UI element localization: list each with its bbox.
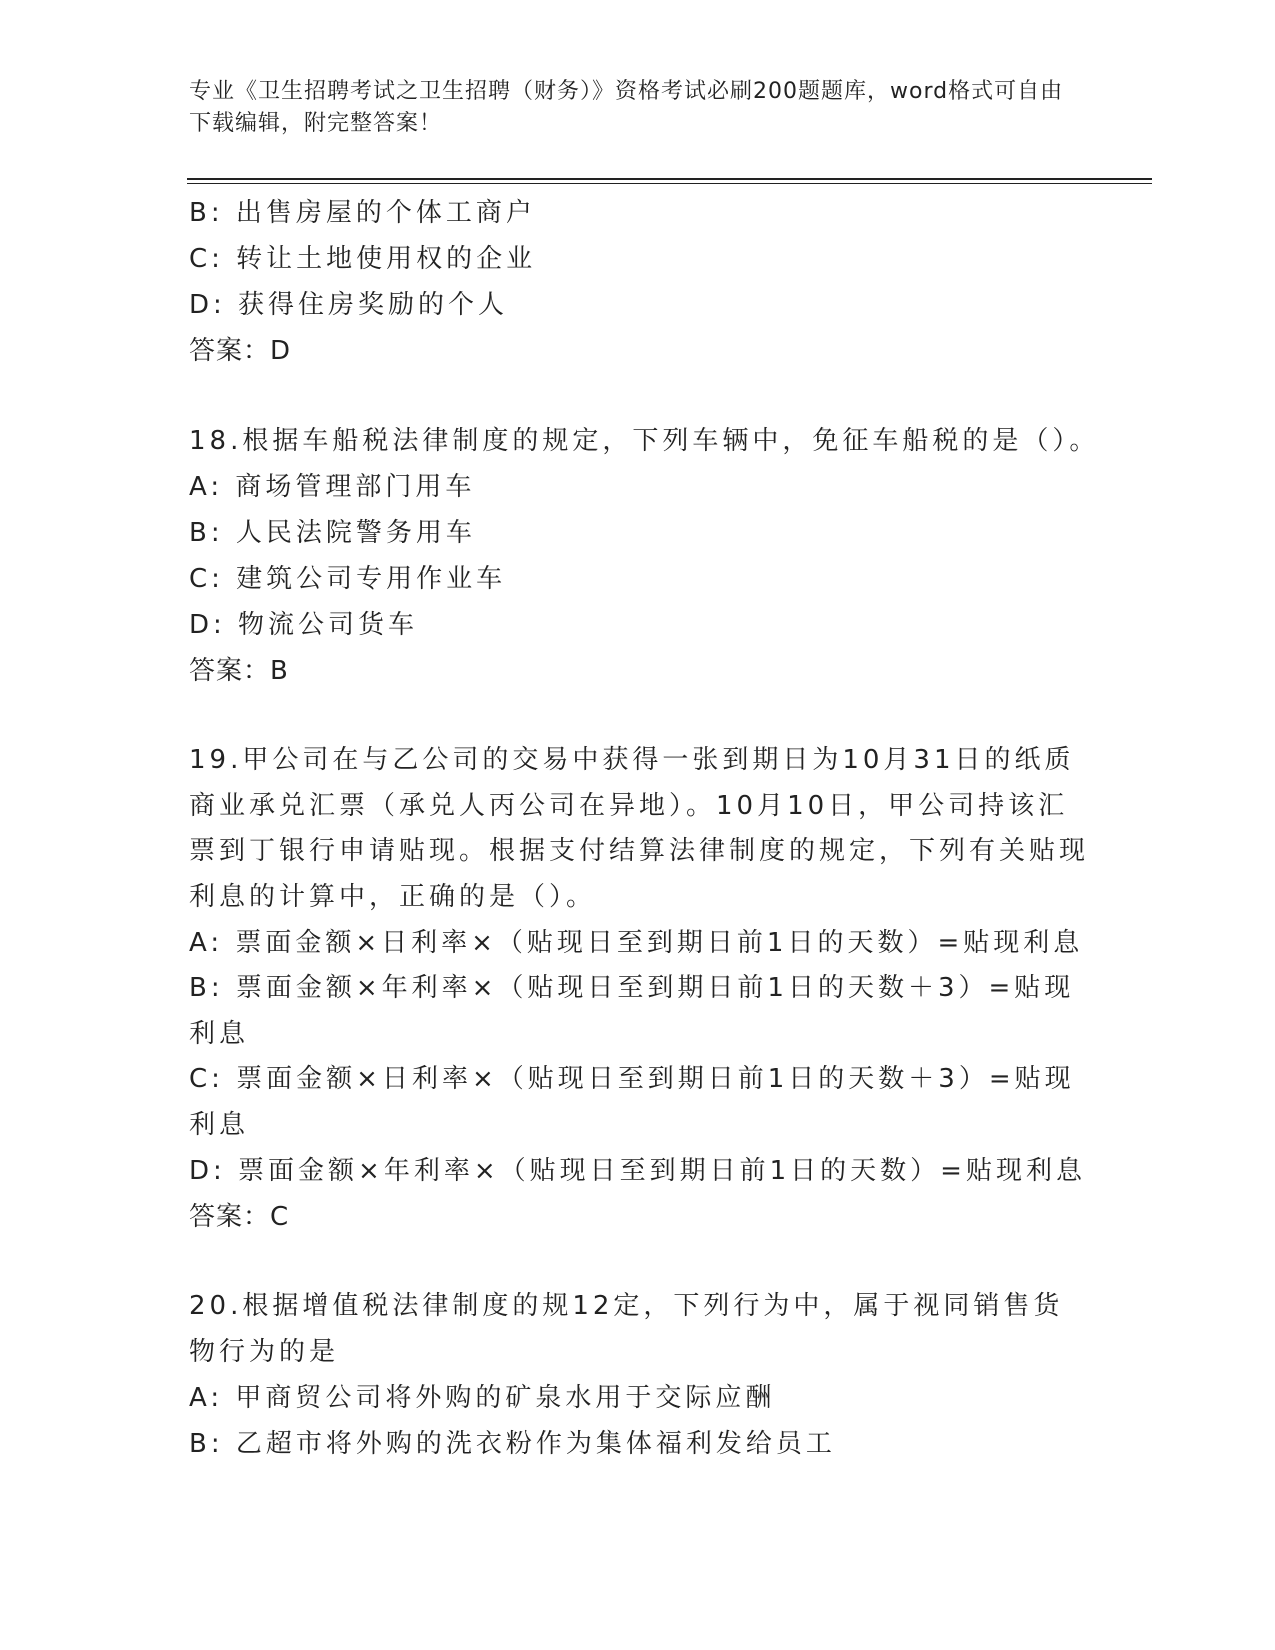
question-stem: 18.根据车船税法律制度的规定，下列车辆中，免征车船税的是（）。 — [189, 426, 1100, 456]
option-b: B: 人民法院警务用车 — [189, 518, 476, 548]
option-c: C: 建筑公司专用作业车 — [189, 564, 507, 594]
option-b: B: 乙超市将外购的洗衣粉作为集体福利发给员工 — [189, 1429, 836, 1459]
page-header: 专业《卫生招聘考试之卫生招聘（财务）》资格考试必刷200题题库，word格式可自由下载编辑，附完整答案！ — [189, 79, 1064, 136]
spacer — [189, 694, 1089, 738]
question-19 — [189, 738, 1089, 1240]
option-c: C: 转让土地使用权的企业 — [189, 244, 537, 274]
question-20 — [189, 1284, 1089, 1467]
option-c: C: 票面金额×日利率×（贴现日至到期日前1日的天数＋3）=贴现利息 — [189, 1064, 1075, 1140]
answer: 答案：D — [189, 336, 292, 366]
option-d: D: 获得住房奖励的个人 — [189, 290, 509, 320]
spacer — [189, 1240, 1089, 1284]
question-stem: 19.甲公司在与乙公司的交易中获得一张到期日为10月31日的纸质商业承兑汇票（承兑人丙公司在异地）。10月10日，甲公司持该汇票到丁银行申请贴现。根据支付结算法律制度的规定，下列有关贴现利息的计算中，正确的是（）。 — [189, 745, 1090, 912]
question-stem: 20.根据增值税法律制度的规12定，下列行为中，属于视同销售货物行为的是 — [189, 1291, 1064, 1367]
answer: 答案：B — [189, 656, 289, 686]
header-rule — [187, 178, 1152, 180]
option-d: D: 物流公司货车 — [189, 610, 419, 640]
option-b: B: 票面金额×年利率×（贴现日至到期日前1日的天数＋3）=贴现利息 — [189, 973, 1075, 1049]
option-a: A: 甲商贸公司将外购的矿泉水用于交际应酬 — [189, 1383, 776, 1413]
option-d: D: 票面金额×年利率×（贴现日至到期日前1日的天数）=贴现利息 — [189, 1156, 1086, 1186]
question-17-fragment — [189, 190, 1089, 374]
question-list — [189, 190, 1100, 1467]
answer: 答案：C — [189, 1202, 290, 1232]
question-18 — [189, 418, 1100, 694]
spacer — [189, 374, 1089, 418]
option-a: A: 票面金额×日利率×（贴现日至到期日前1日的天数）=贴现利息 — [189, 928, 1084, 958]
option-a: A: 商场管理部门用车 — [189, 472, 476, 502]
option-b: B: 出售房屋的个体工商户 — [189, 198, 536, 228]
header-rule-thin — [187, 183, 1152, 184]
